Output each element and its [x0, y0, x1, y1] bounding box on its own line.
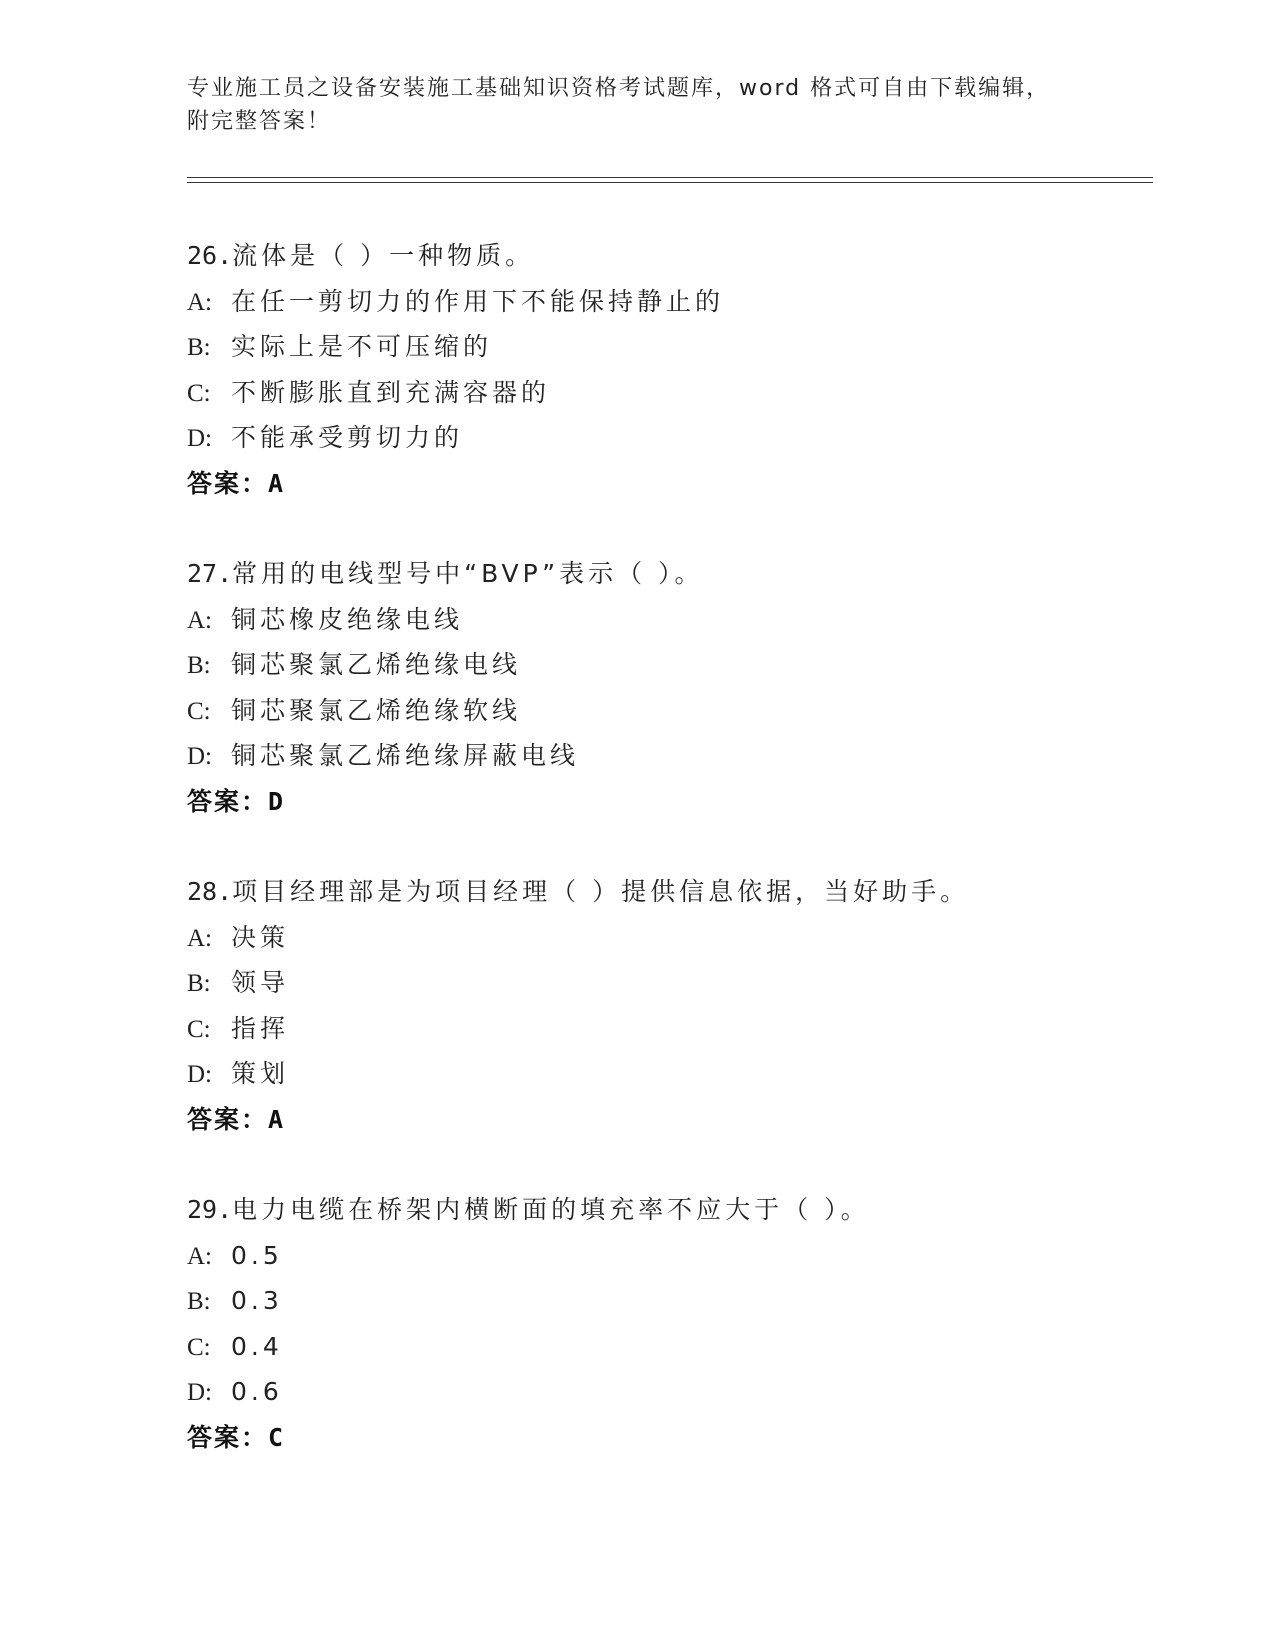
option-b — [187, 1278, 1147, 1324]
answer-value: D — [268, 786, 286, 816]
option-d — [187, 1369, 1147, 1415]
answer-value: A — [268, 1104, 286, 1134]
answer-value: C — [268, 1422, 286, 1452]
question-stem — [187, 551, 1147, 597]
option-text: 铜芯聚氯乙烯绝缘电线 — [231, 650, 522, 679]
answer-line — [187, 1097, 1147, 1143]
option-letter: C: — [187, 1015, 211, 1043]
option-letter: C: — [187, 697, 211, 725]
answer-label: 答案： — [187, 1104, 269, 1134]
question-stem — [187, 869, 1147, 915]
option-text: 不断膨胀直到充满容器的 — [231, 377, 551, 407]
option-d — [187, 733, 1147, 779]
option-text: 0.4 — [231, 1331, 283, 1361]
option-c — [187, 1006, 1147, 1052]
answer-value: A — [268, 468, 286, 498]
option-text: 0.5 — [231, 1240, 283, 1270]
option-letter: D: — [187, 1379, 212, 1406]
question-text: 电力电缆在桥架内横断面的填充率不应大于（ ）。 — [232, 1195, 870, 1224]
option-letter: C: — [187, 1333, 211, 1361]
option-text: 在任一剪切力的作用下不能保持静止的 — [231, 286, 725, 316]
question-number: 27. — [187, 559, 233, 588]
option-a — [187, 597, 1147, 643]
question-text: 流体是（ ）一种物质。 — [232, 241, 535, 270]
question-stem — [187, 233, 1147, 279]
option-letter: A: — [187, 606, 212, 634]
option-d — [187, 1051, 1147, 1097]
header-rule-bottom — [187, 182, 1153, 183]
option-text: 不能承受剪切力的 — [231, 423, 464, 452]
option-text: 0.6 — [231, 1377, 283, 1406]
option-c — [187, 1324, 1147, 1370]
answer-line — [187, 461, 1147, 507]
question-number: 29. — [187, 1195, 233, 1224]
question-number: 26. — [187, 241, 233, 270]
option-letter: D: — [187, 1061, 212, 1088]
option-text: 0.3 — [231, 1286, 283, 1315]
option-letter: C: — [187, 379, 211, 407]
option-a — [187, 279, 1147, 325]
option-letter: B: — [187, 1288, 211, 1315]
answer-label: 答案： — [187, 1422, 269, 1452]
header-line-1: 专业施工员之设备安装施工基础知识资格考试题库，word 格式可自由下载编辑， — [187, 76, 1051, 101]
question-text: 项目经理部是为项目经理（ ）提供信息依据，当好助手。 — [232, 877, 970, 906]
option-text: 铜芯橡皮绝缘电线 — [231, 604, 464, 634]
option-letter: B: — [187, 652, 211, 679]
answer-label: 答案： — [187, 468, 269, 498]
option-text: 指挥 — [231, 1013, 290, 1043]
option-letter: B: — [187, 970, 211, 997]
option-letter: A: — [187, 924, 212, 952]
answer-line — [187, 1415, 1147, 1461]
option-text: 铜芯聚氯乙烯绝缘软线 — [231, 695, 522, 725]
answer-label: 答案： — [187, 786, 269, 816]
option-text: 决策 — [231, 922, 290, 952]
header-rule-top — [187, 177, 1153, 178]
option-a — [187, 1233, 1147, 1279]
question-27 — [187, 551, 1147, 824]
question-number: 28. — [187, 877, 233, 906]
question-28 — [187, 869, 1147, 1142]
document-header — [187, 72, 1067, 138]
option-text: 策划 — [231, 1059, 290, 1088]
answer-line — [187, 779, 1147, 825]
option-c — [187, 370, 1147, 416]
question-26 — [187, 233, 1147, 506]
option-d — [187, 415, 1147, 461]
option-c — [187, 688, 1147, 734]
question-stem — [187, 1187, 1147, 1233]
option-text: 实际上是不可压缩的 — [231, 332, 493, 361]
option-b — [187, 324, 1147, 370]
option-letter: D: — [187, 743, 212, 770]
question-text: 常用的电线型号中“BVP”表示（ ）。 — [232, 559, 704, 588]
option-letter: A: — [187, 1242, 212, 1270]
option-letter: B: — [187, 334, 211, 361]
option-letter: D: — [187, 425, 212, 452]
option-a — [187, 915, 1147, 961]
option-b — [187, 960, 1147, 1006]
question-29 — [187, 1187, 1147, 1460]
option-letter: A: — [187, 288, 212, 316]
header-line-2: 附完整答案！ — [187, 109, 332, 134]
option-text: 领导 — [231, 968, 290, 997]
option-b — [187, 642, 1147, 688]
option-text: 铜芯聚氯乙烯绝缘屏蔽电线 — [231, 741, 580, 770]
